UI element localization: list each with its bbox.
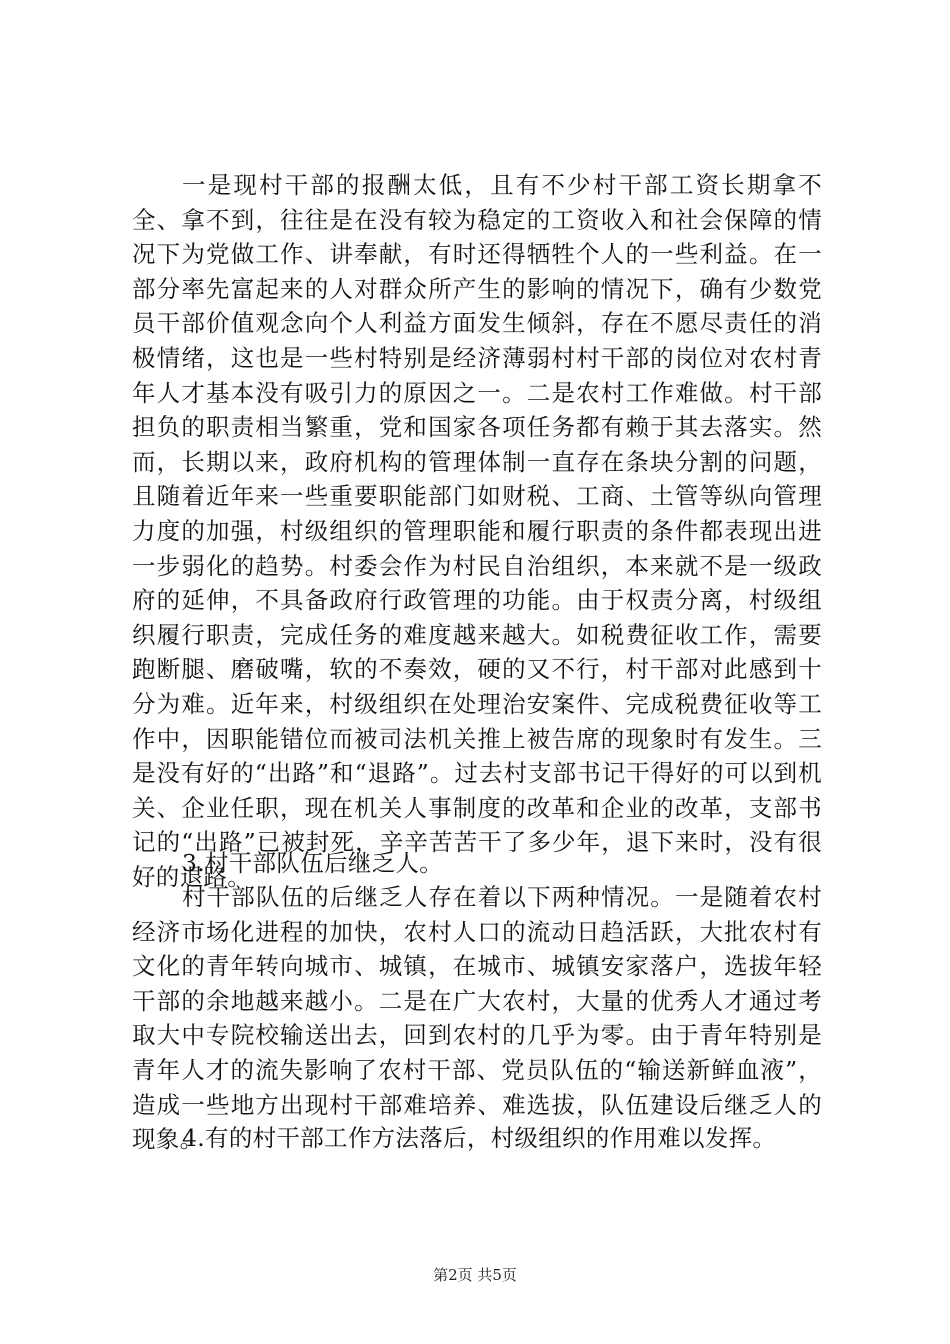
page-number-footer: 第2页 共5页 (433, 1266, 517, 1284)
paragraph-successor-shortage: 村干部队伍的后继乏人存在着以下两种情况。一是随着农村经济市场化进程的加快，农村人口的流动日趋活跃，大批农村有文化的青年转向城市、城镇，在城市、城镇安家落户，选拔年轻干部的余地越来越小。二是在广大农村，大量的优秀人才通过考取大中专院校输送出去，回到农村的几乎为零。由于青年特别是青年人才的流失影响了农村干部、党员队伍的“输送新鲜血液”，造成一些地方出现村干部难培养、难选拔，队伍建设后继乏人的现象。 (132, 883, 822, 1154)
section-heading-3: 3.村干部队伍后继乏人。 (182, 849, 444, 877)
section-heading-4: 4.有的村干部工作方法落后，村级组织的作用难以发挥。 (182, 1124, 777, 1152)
paragraph-village-cadre-problems: 一是现村干部的报酬太低，且有不少村干部工资长期拿不全、拿不到，往往是在没有较为稳定的工资收入和社会保障的情况下为党做工作、讲奉献，有时还得牺牲个人的一些利益。在一部分率先富起来的人对群众所产生的影响的情况下，确有少数党员干部价值观念向个人利益方面发生倾斜，存在不愿尽责任的消极情绪，这也是一些村特别是经济薄弱村村干部的岗位对农村青年人才基本没有吸引力的原因之一。二是农村工作难做。村干部担负的职责相当繁重，党和国家各项任务都有赖于其去落实。然而，长期以来，政府机构的管理体制一直存在条块分割的问题，且随着近年来一些重要职能部门如财税、工商、土管等纵向管理力度的加强，村级组织的管理职能和履行职责的条件都表现出进一步弱化的趋势。村委会作为村民自治组织，本来就不是一级政府的延伸，不具备政府行政管理的功能。由于权责分离，村级组织履行职责，完成任务的难度越来越大。如税费征收工作，需要跑断腿、磨破嘴，软的不奏效，硬的又不行，村干部对此感到十分为难。近年来，村级组织在处理治安案件、完成税费征收等工作中，因职能错位而被司法机关推上被告席的现象时有发生。三是没有好的“出路”和“退路”。过去村支部书记干得好的可以到机关、企业任职，现在机关人事制度的改革和企业的改革，支部书记的“出路”已被封死，辛辛苦苦干了多少年，退下来时，没有很好的退路。 (132, 171, 822, 891)
